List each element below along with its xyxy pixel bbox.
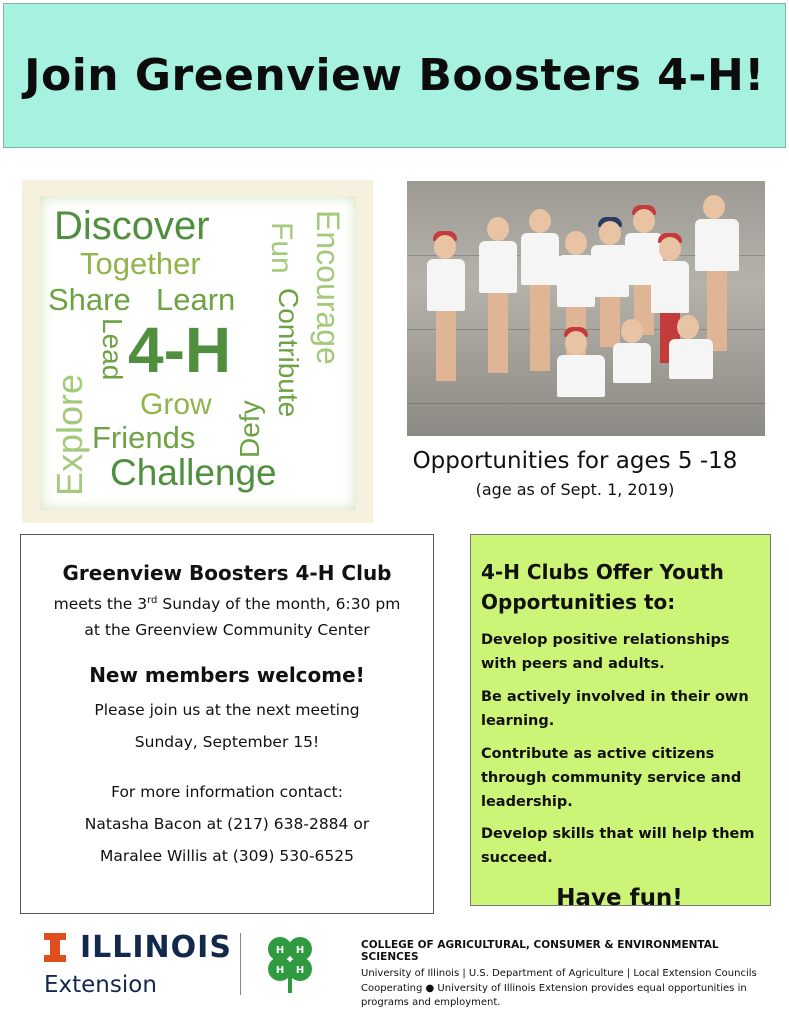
- college-heading: COLLEGE OF AGRICULTURAL, CONSUMER & ENVIRONMENTAL SCIENCES: [361, 939, 719, 963]
- word-discover: Discover: [54, 204, 210, 248]
- word-4h: 4-H: [128, 314, 232, 386]
- word-together: Together: [80, 246, 201, 281]
- word-encourage: Encourage: [310, 210, 346, 365]
- footer-divider: [240, 933, 241, 995]
- word-cloud-image: [22, 180, 373, 523]
- svg-text:H: H: [295, 965, 305, 976]
- opportunity-item: Develop skills that will help them succeed.: [481, 826, 755, 867]
- illinois-wordmark: ILLINOIS: [80, 930, 232, 965]
- word-grow: Grow: [140, 388, 212, 421]
- meeting-schedule-pre: meets the 3: [53, 595, 148, 614]
- extension-wordmark: Extension: [44, 972, 157, 998]
- svg-text:H: H: [275, 945, 285, 956]
- word-cloud-panel: [40, 196, 356, 510]
- contact-maralee: Maralee Willis at (309) 530-6525: [100, 847, 354, 866]
- word-contribute: Contribute: [273, 288, 304, 418]
- meeting-schedule-post: Sunday of the month, 6:30 pm: [157, 595, 401, 614]
- contact-natasha: Natasha Bacon at (217) 638-2884 or: [84, 815, 370, 834]
- club-info-box: [20, 534, 434, 914]
- have-fun-text: Have fun!: [556, 885, 683, 912]
- youth-title: 4-H Clubs Offer Youth Opportunities to:: [481, 560, 724, 614]
- word-learn: Learn: [156, 282, 236, 317]
- svg-text:H: H: [295, 945, 305, 956]
- ages-note: (age as of Sept. 1, 2019): [475, 480, 675, 499]
- group-photo: [407, 181, 765, 436]
- meeting-schedule-sup: rd: [147, 595, 158, 606]
- page-title: Join Greenview Boosters 4-H!: [24, 50, 765, 101]
- ages-heading: Opportunities for ages 5 -18: [412, 448, 738, 474]
- college-disclaimer: University of Illinois | U.S. Department of Agriculture | Local Extension Councils Cooperating ● University of Illinois Extension provides equal opportunities in programs and employment.: [361, 968, 757, 1008]
- word-defy: Defy: [234, 400, 265, 458]
- word-share: Share: [48, 282, 131, 317]
- ages-info: [385, 448, 765, 499]
- svg-text:H: H: [275, 965, 285, 976]
- college-statement: [361, 939, 771, 1011]
- join-text: Please join us at the next meeting: [94, 701, 360, 720]
- opportunity-item: Be actively involved in their own learning.: [481, 688, 749, 729]
- contact-intro: For more information contact:: [111, 783, 343, 802]
- meeting-location: at the Greenview Community Center: [84, 621, 370, 640]
- word-challenge: Challenge: [110, 452, 277, 493]
- opportunity-item: Develop positive relationships with peers and adults.: [481, 632, 730, 672]
- word-friends: Friends: [92, 420, 196, 455]
- club-title: Greenview Boosters 4-H Club: [62, 561, 392, 585]
- meeting-schedule: [21, 595, 433, 613]
- next-meeting-date: Sunday, September 15!: [134, 733, 320, 752]
- youth-opportunities-box: [470, 534, 771, 912]
- word-explore: Explore: [49, 373, 90, 496]
- 4h-clover-icon: [258, 931, 322, 995]
- header-banner: [3, 3, 786, 148]
- block-i-icon: [44, 933, 66, 962]
- word-lead: Lead: [97, 318, 128, 381]
- opportunity-item: Contribute as active citizens through community service and leadership.: [481, 745, 742, 810]
- word-fun: Fun: [265, 222, 298, 274]
- welcome-heading: New members welcome!: [89, 663, 365, 688]
